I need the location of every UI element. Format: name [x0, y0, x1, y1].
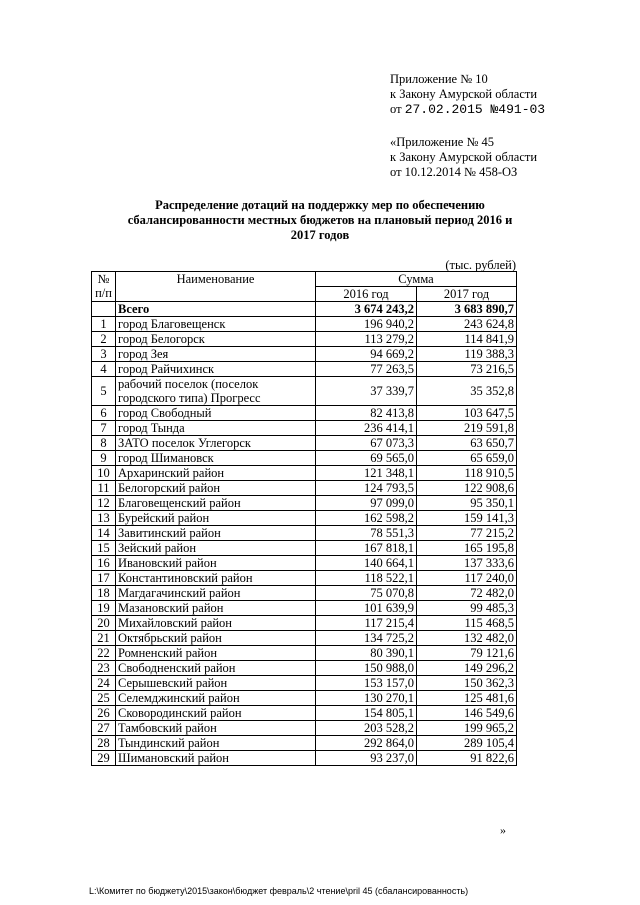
row-number: 17: [92, 571, 116, 586]
row-value-2017: 149 296,2: [417, 661, 517, 676]
units-label: (тыс. рублей): [445, 258, 516, 272]
table-row: [92, 556, 517, 571]
row-value-2016: 97 099,0: [316, 496, 417, 511]
row-number: 8: [92, 436, 116, 451]
header-name: Наименование: [116, 272, 316, 302]
table-row: [92, 332, 517, 347]
row-number: 13: [92, 511, 116, 526]
row-value-2017: 73 216,5: [417, 362, 517, 377]
row-name: Мазановский район: [116, 601, 316, 616]
total-2017: 3 683 890,7: [417, 302, 517, 317]
table-row: [92, 541, 517, 556]
row-name: Белогорский район: [116, 481, 316, 496]
row-value-2017: 199 965,2: [417, 721, 517, 736]
row-value-2016: 134 725,2: [316, 631, 417, 646]
table-row: [92, 721, 517, 736]
row-value-2016: 153 157,0: [316, 676, 417, 691]
table-row: [92, 646, 517, 661]
row-value-2016: 292 864,0: [316, 736, 417, 751]
row-number: 5: [92, 377, 116, 406]
row-name: ЗАТО поселок Углегорск: [116, 436, 316, 451]
row-name: город Свободный: [116, 406, 316, 421]
row-name: Селемджинский район: [116, 691, 316, 706]
row-name: город Райчихинск: [116, 362, 316, 377]
appendix-new-date: от 27.02.2015 №491-03: [390, 102, 546, 117]
row-number: 23: [92, 661, 116, 676]
table-row: [92, 691, 517, 706]
table-row: [92, 451, 517, 466]
row-value-2017: 103 647,5: [417, 406, 517, 421]
table-row: [92, 736, 517, 751]
appendix-new-law: к Закону Амурской области: [390, 87, 538, 101]
row-number: 12: [92, 496, 116, 511]
row-name: город Благовещенск: [116, 317, 316, 332]
row-name: Ивановский район: [116, 556, 316, 571]
row-value-2016: 167 818,1: [316, 541, 417, 556]
table-row: [92, 362, 517, 377]
row-value-2017: 150 362,3: [417, 676, 517, 691]
row-name: Архаринский район: [116, 466, 316, 481]
table-row: [92, 751, 517, 766]
row-number: 9: [92, 451, 116, 466]
row-number: 10: [92, 466, 116, 481]
table-row: [92, 571, 517, 586]
row-value-2017: 114 841,9: [417, 332, 517, 347]
table-row: [92, 406, 517, 421]
table-row: [92, 526, 517, 541]
document-title: [110, 198, 530, 243]
row-value-2017: 118 910,5: [417, 466, 517, 481]
appendix-new-number: Приложение № 10: [390, 72, 488, 86]
table-row: [92, 631, 517, 646]
table-row: [92, 661, 517, 676]
row-value-2016: 77 263,5: [316, 362, 417, 377]
row-value-2016: 236 414,1: [316, 421, 417, 436]
row-name: город Тында: [116, 421, 316, 436]
header-sum: Сумма: [316, 272, 517, 287]
row-number: 19: [92, 601, 116, 616]
header-year-2017: 2017 год: [417, 287, 517, 302]
row-number: 2: [92, 332, 116, 347]
row-value-2017: 125 481,6: [417, 691, 517, 706]
row-value-2016: 93 237,0: [316, 751, 417, 766]
total-label: Всего: [116, 302, 316, 317]
row-name: Сковородинский район: [116, 706, 316, 721]
table-row: [92, 466, 517, 481]
row-number: 1: [92, 317, 116, 332]
row-number: 25: [92, 691, 116, 706]
row-value-2017: 132 482,0: [417, 631, 517, 646]
row-value-2016: 67 073,3: [316, 436, 417, 451]
row-number: 6: [92, 406, 116, 421]
row-value-2016: 82 413,8: [316, 406, 417, 421]
row-name: Бурейский район: [116, 511, 316, 526]
appendix-old-date: от 10.12.2014 № 458-ОЗ: [390, 165, 518, 179]
row-value-2016: 78 551,3: [316, 526, 417, 541]
row-value-2017: 63 650,7: [417, 436, 517, 451]
row-value-2017: 72 482,0: [417, 586, 517, 601]
row-value-2016: 140 664,1: [316, 556, 417, 571]
row-value-2017: 289 105,4: [417, 736, 517, 751]
row-value-2017: 165 195,8: [417, 541, 517, 556]
row-name: Ромненский район: [116, 646, 316, 661]
row-value-2017: 122 908,6: [417, 481, 517, 496]
row-value-2016: 150 988,0: [316, 661, 417, 676]
row-number: 28: [92, 736, 116, 751]
title-line-2: сбалансированности местных бюджетов на плановый период 2016 и: [127, 213, 513, 227]
row-name: Тамбовский район: [116, 721, 316, 736]
row-value-2016: 37 339,7: [316, 377, 417, 406]
table-row: [92, 616, 517, 631]
row-number: 24: [92, 676, 116, 691]
row-value-2016: 69 565,0: [316, 451, 417, 466]
row-value-2017: 79 121,6: [417, 646, 517, 661]
row-number: 21: [92, 631, 116, 646]
row-value-2016: 117 215,4: [316, 616, 417, 631]
row-value-2016: 124 793,5: [316, 481, 417, 496]
row-number: 29: [92, 751, 116, 766]
row-number: 3: [92, 347, 116, 362]
row-value-2016: 101 639,9: [316, 601, 417, 616]
row-value-2017: 99 485,3: [417, 601, 517, 616]
row-value-2016: 154 805,1: [316, 706, 417, 721]
row-name: город Зея: [116, 347, 316, 362]
table-row: [92, 586, 517, 601]
row-value-2016: 203 528,2: [316, 721, 417, 736]
row-value-2017: 146 549,6: [417, 706, 517, 721]
continuation-mark: »: [500, 823, 506, 837]
row-value-2016: 75 070,8: [316, 586, 417, 601]
table-row: [92, 317, 517, 332]
row-value-2017: 91 822,6: [417, 751, 517, 766]
table-row: [92, 511, 517, 526]
row-value-2017: 35 352,8: [417, 377, 517, 406]
row-name: Михайловский район: [116, 616, 316, 631]
row-name: город Белогорск: [116, 332, 316, 347]
header-num: № п/п: [92, 272, 116, 302]
row-number: 14: [92, 526, 116, 541]
row-value-2017: 219 591,8: [417, 421, 517, 436]
row-value-2017: 243 624,8: [417, 317, 517, 332]
handwritten-date-number: 27.02.2015 №491-03: [404, 102, 546, 117]
row-name: Завитинский район: [116, 526, 316, 541]
row-number: 18: [92, 586, 116, 601]
row-value-2017: 77 215,2: [417, 526, 517, 541]
row-number: 22: [92, 646, 116, 661]
appendix-old-law: к Закону Амурской области: [390, 150, 538, 164]
row-value-2017: 119 388,3: [417, 347, 517, 362]
row-number: 27: [92, 721, 116, 736]
total-2016: 3 674 243,2: [316, 302, 417, 317]
table-row: [92, 706, 517, 721]
subsidy-table: [91, 271, 517, 766]
row-number: 20: [92, 616, 116, 631]
row-name: Зейский район: [116, 541, 316, 556]
row-value-2017: 115 468,5: [417, 616, 517, 631]
header-year-2016: 2016 год: [316, 287, 417, 302]
total-row: [92, 302, 517, 317]
title-line-1: Распределение дотаций на поддержку мер по обеспечению: [155, 198, 485, 212]
table-row: [92, 601, 517, 616]
row-name: Свободненский район: [116, 661, 316, 676]
row-value-2017: 65 659,0: [417, 451, 517, 466]
table-row: [92, 347, 517, 362]
row-value-2017: 117 240,0: [417, 571, 517, 586]
row-name: Константиновский район: [116, 571, 316, 586]
row-value-2017: 159 141,3: [417, 511, 517, 526]
row-value-2017: 137 333,6: [417, 556, 517, 571]
appendix-old-number: «Приложение № 45: [390, 135, 495, 149]
row-name: Тындинский район: [116, 736, 316, 751]
title-line-3: 2017 годов: [290, 228, 350, 242]
row-value-2016: 80 390,1: [316, 646, 417, 661]
row-value-2016: 196 940,2: [316, 317, 417, 332]
row-name: Октябрьский район: [116, 631, 316, 646]
appendix-old-header: [390, 135, 537, 180]
row-number: 15: [92, 541, 116, 556]
table-row: [92, 421, 517, 436]
row-value-2016: 162 598,2: [316, 511, 417, 526]
row-name: рабочий поселок (поселок городского типа) Прогресс: [116, 377, 316, 406]
row-value-2017: 95 350,1: [417, 496, 517, 511]
row-number: 4: [92, 362, 116, 377]
row-name: город Шимановск: [116, 451, 316, 466]
row-value-2016: 121 348,1: [316, 466, 417, 481]
appendix-new-header: [390, 72, 545, 117]
row-name: Шимановский район: [116, 751, 316, 766]
row-value-2016: 118 522,1: [316, 571, 417, 586]
row-name: Серышевский район: [116, 676, 316, 691]
table-row: [92, 436, 517, 451]
row-value-2016: 130 270,1: [316, 691, 417, 706]
table-row: [92, 481, 517, 496]
row-name: Магдагачинский район: [116, 586, 316, 601]
table-row: [92, 676, 517, 691]
footer-file-path: L:\Комитет по бюджету\2015\закон\бюджет февраль\2 чтение\pril 45 (сбалансированность): [89, 886, 469, 896]
row-number: 7: [92, 421, 116, 436]
row-number: 11: [92, 481, 116, 496]
row-number: 16: [92, 556, 116, 571]
row-number: 26: [92, 706, 116, 721]
row-value-2016: 113 279,2: [316, 332, 417, 347]
row-name: Благовещенский район: [116, 496, 316, 511]
table-row: [92, 496, 517, 511]
row-value-2016: 94 669,2: [316, 347, 417, 362]
table-row: [92, 377, 517, 406]
